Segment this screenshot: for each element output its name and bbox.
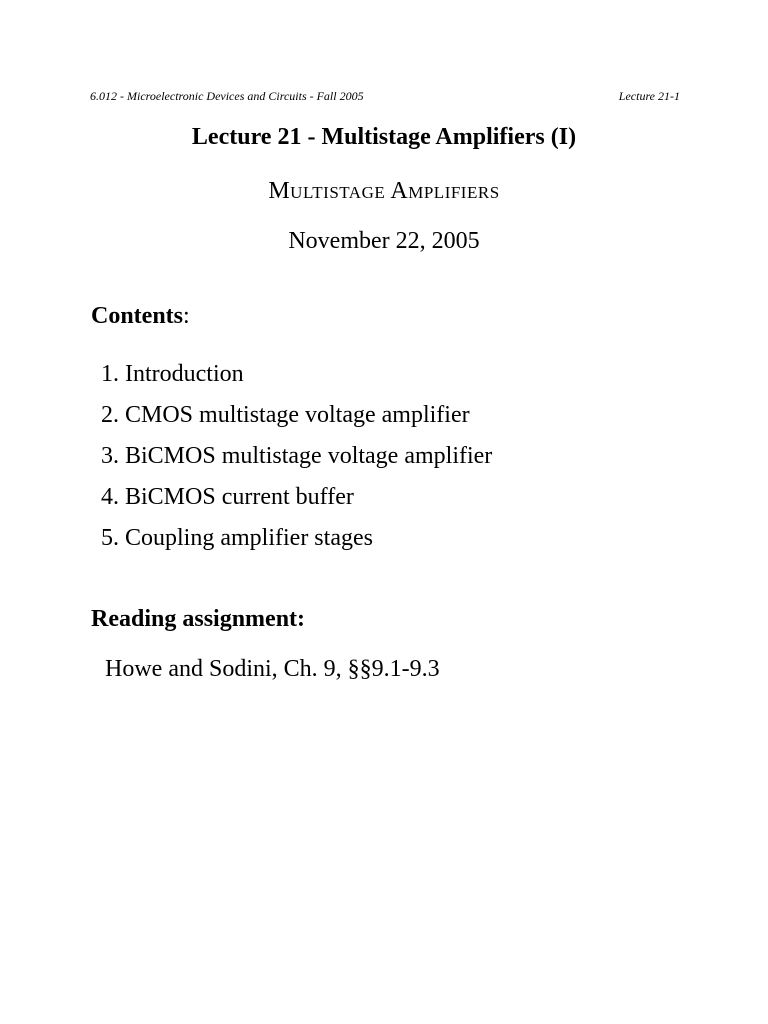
list-item-number: 3. [101,443,119,469]
lecture-subtitle: Multistage Amplifiers [268,178,500,204]
page-number-header: Lecture 21-1 [618,89,680,103]
reading-assignment-heading [91,606,305,633]
contents-list [101,356,492,561]
lecture-date: November 22, 2005 [288,228,480,254]
course-header: 6.012 - Microelectronic Devices and Circuits - Fall 2005 [90,89,364,103]
list-item-text: CMOS multistage voltage amplifier [125,402,470,428]
lecture-title: Lecture 21 - Multistage Amplifiers (I) [191,124,577,150]
list-item-number: 5. [101,525,119,551]
contents-heading [91,303,190,330]
list-item-text: Coupling amplifier stages [125,525,373,551]
list-item [101,356,492,397]
list-item [101,520,492,561]
list-item-text: BiCMOS multistage voltage amplifier [125,443,493,469]
list-item-number: 2. [101,402,119,428]
list-item-text: BiCMOS current buffer [125,484,354,510]
list-item-number: 1. [101,361,119,387]
list-item-text: Introduction [125,361,244,387]
reading-assignment-text: Howe and Sodini, Ch. 9, §§9.1-9.3 [105,656,440,682]
running-header [90,89,680,104]
contents-heading-colon: : [183,303,190,329]
reading-heading-label: Reading assignment: [91,606,306,632]
list-item [101,397,492,438]
list-item [101,479,492,520]
list-item-number: 4. [101,484,119,510]
list-item [101,438,492,479]
contents-heading-label: Contents [91,303,184,329]
